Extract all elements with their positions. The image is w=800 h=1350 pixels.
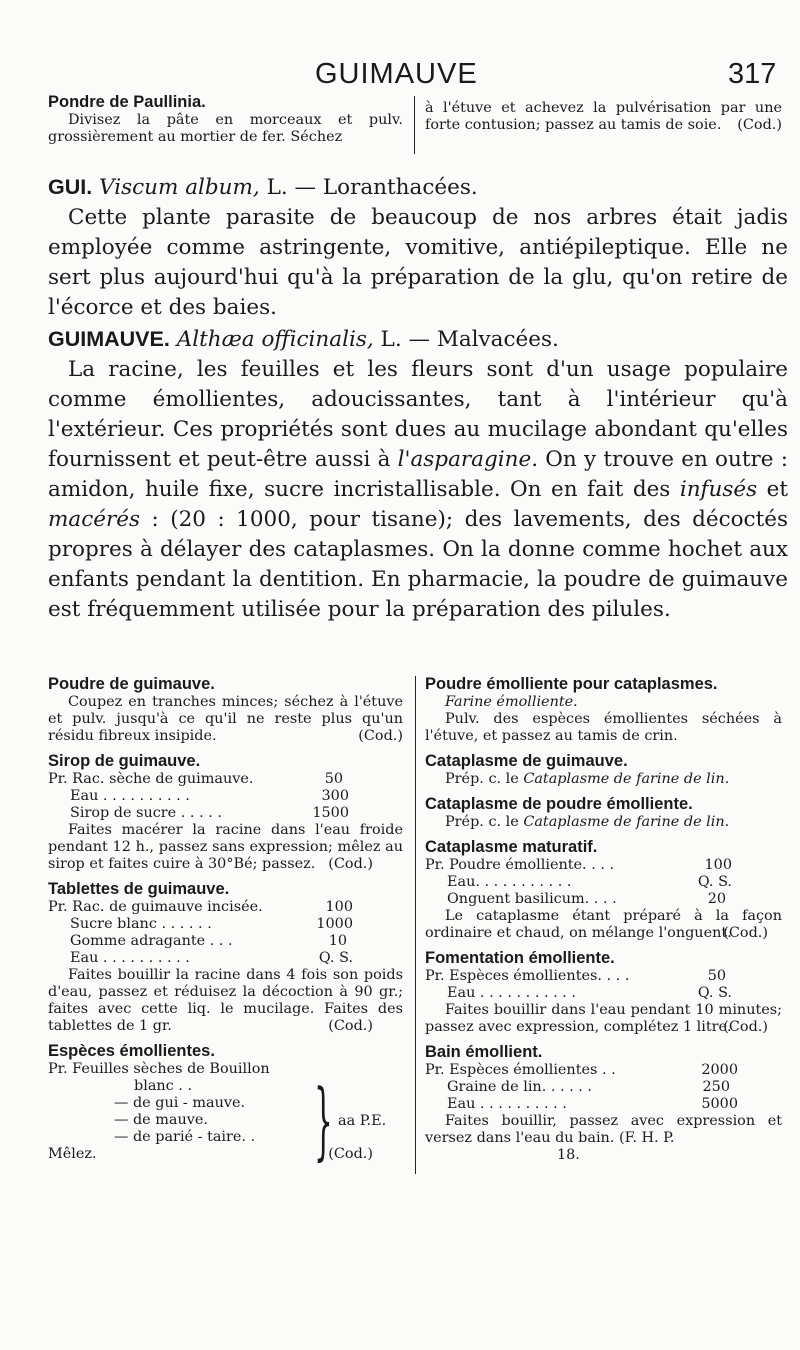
row-value: 20	[707, 891, 726, 907]
row-value: 1500	[312, 805, 349, 821]
recipe-row	[425, 1079, 782, 1096]
row-label: Pr. Rac. de guimauve incisée.	[48, 899, 263, 915]
recipe-row	[48, 788, 403, 805]
entry-text: Le cataplasme étant préparé à la façon ordinaire et chaud, on mélange l'onguent.	[425, 908, 782, 941]
row-value: Q. S.	[318, 950, 353, 966]
especes-pr: Pr. Feuilles sèches de Bouillon	[48, 1061, 270, 1077]
page-number: 317	[728, 58, 777, 90]
row-label: Pr. Espèces émollientes. . . .	[425, 968, 630, 984]
column-divider	[415, 676, 416, 1174]
entry-text: Divisez la pâte en morceaux et pulv. grossièrement au mortier de fer. Séchez	[48, 112, 403, 145]
signature-mark: 18.	[557, 1147, 580, 1163]
top-left-column	[48, 92, 403, 146]
source-citation: (Cod.)	[328, 1018, 373, 1034]
entry-title: Fomentation émolliente.	[425, 949, 615, 967]
row-value: 250	[702, 1079, 730, 1095]
row-value: 1000	[316, 916, 353, 932]
row-label: Sirop de sucre . . . . .	[70, 805, 222, 821]
row-label: Eau . . . . . . . . . .	[70, 788, 190, 804]
body-italic: infusés	[679, 477, 758, 502]
melez-text: Mêlez.	[48, 1146, 97, 1162]
entry-title: Cataplasme de poudre émolliente.	[425, 795, 693, 813]
left-column	[48, 674, 403, 1169]
source-citation: (Cod.)	[328, 1146, 373, 1162]
entry-title: Poudre émolliente pour cataplasmes.	[425, 675, 718, 693]
entry-title: Bain émollient.	[425, 1043, 543, 1061]
row-label: Eau . . . . . . . . . . .	[447, 985, 576, 1001]
body-italic: l'asparagine	[397, 447, 532, 472]
text-part: Prép. c. le	[445, 814, 524, 830]
source-citation: (Cod.)	[723, 925, 768, 941]
entry-text	[425, 771, 782, 788]
row-value: 5000	[701, 1096, 738, 1112]
row-value: Q. S.	[697, 985, 732, 1001]
source-citation: (Cod.)	[737, 117, 782, 133]
recipe-row	[425, 1096, 782, 1113]
gui-name: GUI.	[48, 175, 93, 199]
brace-item: — de gui - mauve.	[114, 1095, 246, 1111]
row-label: Pr. Espèces émollientes . .	[425, 1062, 616, 1078]
source-citation: (Cod.)	[328, 856, 373, 872]
row-label: Onguent basilicum. . . .	[447, 891, 617, 907]
entry-title: Pondre de Paullinia.	[48, 93, 206, 111]
especes-footer	[48, 1146, 403, 1163]
brace-item: — de mauve.	[114, 1112, 208, 1128]
recipe-row	[425, 874, 782, 891]
gui-heading	[48, 172, 788, 203]
body-italic: macérés	[48, 507, 141, 532]
entry-title: Cataplasme de guimauve.	[425, 752, 628, 770]
source-citation: (Cod.)	[723, 1019, 768, 1035]
entry-text: à l'étuve et achevez la pulvérisation par une forte contusion; passez au tamis de soie.	[425, 100, 782, 133]
recipe-row	[48, 771, 403, 788]
row-label: Gomme adragante . . .	[70, 933, 233, 949]
top-right-column	[425, 100, 782, 134]
guimauve-family: L. — Malvacées.	[373, 327, 559, 352]
recipe-row	[425, 985, 782, 1002]
guimauve-latin: Althæa officinalis,	[176, 327, 374, 352]
running-title: GUIMAUVE	[315, 58, 478, 90]
gui-section	[48, 172, 788, 323]
guimauve-name: GUIMAUVE.	[48, 327, 170, 351]
entry-text	[425, 814, 782, 831]
row-label: Eau . . . . . . . . . .	[447, 1096, 567, 1112]
entry-text: Faites bouillir la racine dans 4 fois son poids d'eau, passez et réduisez la décoction à 90 gr.; faites avec cette liq. le mucilage. Faites des tablettes de 1 gr.	[48, 967, 403, 1034]
brace-label: aa P.E.	[338, 1113, 387, 1129]
brace-item: blanc . .	[134, 1078, 193, 1094]
recipe-row	[425, 968, 782, 985]
entry-title: Espèces émollientes.	[48, 1042, 215, 1060]
entry-title: Tablettes de guimauve.	[48, 880, 230, 898]
row-label: Eau. . . . . . . . . . .	[447, 874, 572, 890]
recipe-row	[48, 805, 403, 822]
entry-text: Pulv. des espèces émollientes séchées à l'étuve, et passez au tamis de crin.	[425, 711, 782, 744]
entry-title: Sirop de guimauve.	[48, 752, 201, 770]
entry-text: Faites bouillir, passez avec expression et versez dans l'eau du bain. (F. H. P.	[425, 1113, 782, 1146]
row-label: Graine de lin. . . . . .	[447, 1079, 593, 1095]
recipe-row	[425, 1062, 782, 1079]
body-part: . On y trouve en outre : amidon, huile fixe, sucre incristallisable. On en fait des	[48, 447, 788, 502]
row-value: 2000	[701, 1062, 738, 1078]
row-value: 50	[707, 968, 726, 984]
entry-text: Faites macérer la racine dans l'eau froide pendant 12 h., passez sans expression; mêlez au sirop et faites cuire à 30°Bé; passez.	[48, 822, 403, 872]
text-italic: Cataplasme de farine de lin.	[523, 814, 730, 830]
row-value: 300	[321, 788, 349, 804]
entry-text: Coupez en tranches minces; séchez à l'étuve et pulv. jusqu'à ce qu'il ne reste plus qu'un résidu fibreux insipide.	[48, 694, 403, 744]
body-part: : (20 : 1000, pour tisane); des lavements, des décoctés propres à délayer des cataplasmes. On la donne comme hochet aux enfants pendant la dentition. En pharmacie, la poudre de guimauve est fréquemment utilisée pour la préparation des pilules.	[48, 507, 788, 622]
entry-subtitle: Farine émolliente.	[445, 694, 578, 710]
row-label: Eau . . . . . . . . . .	[70, 950, 190, 966]
text-part: Prép. c. le	[445, 771, 524, 787]
recipe-row	[48, 950, 403, 967]
text-italic: Cataplasme de farine de lin.	[523, 771, 730, 787]
body-part: et	[757, 477, 788, 502]
right-column	[425, 674, 782, 1164]
recipe-row	[48, 899, 403, 916]
row-label: Sucre blanc . . . . . .	[70, 916, 212, 932]
recipe-row	[48, 916, 403, 933]
gui-family: L. — Loranthacées.	[259, 175, 478, 200]
gui-body: Cette plante parasite de beaucoup de nos arbres était jadis employée comme astringente, vomitive, antiépileptique. Elle ne sert plus aujourd'hui qu'à la préparation de la glu, qu'on retire de l'écorce et des baies.	[48, 205, 788, 320]
row-value: 100	[704, 857, 732, 873]
row-label: Pr. Poudre émolliente. . . .	[425, 857, 615, 873]
body-part: La racine, les feuilles et les fleurs sont d'un usage populaire comme émollientes, adoucissantes, tant à l'intérieur qu'à l'extérieur. Ces propriétés sont dues au mucilage abondant qu'elles fournissent et peut-être aussi à	[48, 357, 788, 472]
row-value: Q. S.	[697, 874, 732, 890]
recipe-row	[48, 933, 403, 950]
row-value: 100	[325, 899, 353, 915]
right-brace-icon: }	[314, 1071, 333, 1169]
gui-latin: Viscum album,	[99, 175, 260, 200]
brace-items	[48, 1078, 309, 1146]
brace-item: — de parié - taire. .	[114, 1129, 256, 1145]
guimauve-body	[48, 355, 788, 625]
recipe-row	[425, 891, 782, 908]
entry-title: Poudre de guimauve.	[48, 675, 215, 693]
entry-title: Cataplasme maturatif.	[425, 838, 598, 856]
entry-text: Faites bouillir dans l'eau pendant 10 minutes; passez avec expression, complétez 1 litre.	[425, 1002, 782, 1035]
source-citation: (Cod.)	[358, 728, 403, 744]
column-divider	[414, 96, 415, 154]
recipe-row	[425, 857, 782, 874]
row-label: Pr. Rac. sèche de guimauve.	[48, 771, 254, 787]
guimauve-section	[48, 324, 788, 625]
guimauve-heading	[48, 324, 788, 355]
row-value: 10	[328, 933, 347, 949]
row-value: 50	[324, 771, 343, 787]
